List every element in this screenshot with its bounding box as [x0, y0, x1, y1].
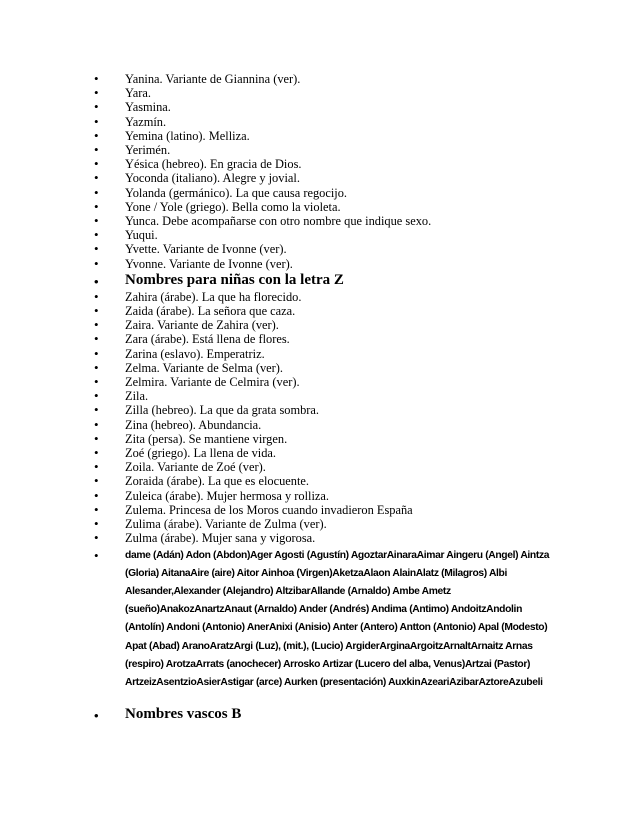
- list-item: • Zulema. Princesa de los Moros cuando invadieron España: [90, 503, 560, 517]
- list-item: • Zulma (árabe). Mujer sana y vigorosa.: [90, 531, 560, 545]
- list-item: • Zita (persa). Se mantiene virgen.: [90, 432, 560, 446]
- section-heading-z: • Nombres para niñas con la letra Z: [90, 272, 560, 289]
- list-item: • Yanina. Variante de Giannina (ver).: [90, 72, 560, 86]
- list-item: • Yolanda (germánico). La que causa regocijo.: [90, 186, 560, 200]
- list-item: • Zahira (árabe). La que ha florecido.: [90, 290, 560, 304]
- list-item: • Zelmira. Variante de Celmira (ver).: [90, 375, 560, 389]
- list-item: • Zara (árabe). Está llena de flores.: [90, 332, 560, 346]
- list-item: • Yoconda (italiano). Alegre y jovial.: [90, 171, 560, 185]
- list-item: • Yemina (latino). Melliza.: [90, 129, 560, 143]
- list-item: • Zoila. Variante de Zoé (ver).: [90, 460, 560, 474]
- basque-names-paragraph: • dame (Adán) Adon (Abdon)Ager Agosti (Agustín) AgoztarAinaraAimar Aingeru (Angel) Aintza (Gloria) AitanaAire (aire) Aitor Ainhoa (Virgen)AketzaAlaon AlainAlatz (Milagros) Albi Alesander,Alexander (Alejandro) AltzibarAllande (Arnaldo) Ambe Ametz (sueño)AnakozAnartzAnaut (Arnaldo) Ander (Andrés) Andima (Antimo) AndoitzAndolin (Antolín) Andoni (Antonio) AnerAnixi (Anisio) Anter (Antero) Antton (Antonio) Apal (Modesto) Apat (Abad) AranoAratzArgi (Luz), (mit.), (Lucio) ArgiderArginaArgoitzArnaltArnaitz Arnas (respiro) ArotzaArrats (anochecer) Arrosko Artizar (Lucero del alba, Venus)Artzai (Pastor) ArtzeizAsentzioAsierAstigar (arce) Aurken (presentación) AuxkinAzeariAzibarAztoreAzubeli: [90, 547, 561, 693]
- list-item: • Yazmín.: [90, 115, 560, 129]
- list-item: • Yuqui.: [90, 228, 560, 242]
- list-item: • Zoraida (árabe). La que es elocuente.: [90, 474, 560, 488]
- list-item: • Zelma. Variante de Selma (ver).: [90, 361, 560, 375]
- list-item: • Zila.: [90, 389, 560, 403]
- list-item: • Zilla (hebreo). La que da grata sombra.: [90, 403, 560, 417]
- list-item: • Yone / Yole (griego). Bella como la violeta.: [90, 200, 560, 214]
- list-item: • Zina (hebreo). Abundancia.: [90, 418, 560, 432]
- list-item: • Zaida (árabe). La señora que caza.: [90, 304, 560, 318]
- list-item: • Zarina (eslavo). Emperatriz.: [90, 347, 560, 361]
- list-item: • Yerimén.: [90, 143, 560, 157]
- names-list: [90, 72, 560, 724]
- list-item: • Zulima (árabe). Variante de Zulma (ver).: [90, 517, 560, 531]
- list-item: • Yara.: [90, 86, 560, 100]
- list-item: • Zuleica (árabe). Mujer hermosa y rolliza.: [90, 489, 560, 503]
- list-item: • Zaira. Variante de Zahira (ver).: [90, 318, 560, 332]
- list-item: • Yasmina.: [90, 100, 560, 114]
- list-item: • Yvette. Variante de Ivonne (ver).: [90, 242, 560, 256]
- list-item: • Yésica (hebreo). En gracia de Dios.: [90, 157, 560, 171]
- list-item: • Yvonne. Variante de Ivonne (ver).: [90, 257, 560, 271]
- section-heading-basque-b: • Nombres vascos B: [90, 706, 560, 723]
- list-item: • Zoé (griego). La llena de vida.: [90, 446, 560, 460]
- list-item: • Yunca. Debe acompañarse con otro nombre que indique sexo.: [90, 214, 560, 228]
